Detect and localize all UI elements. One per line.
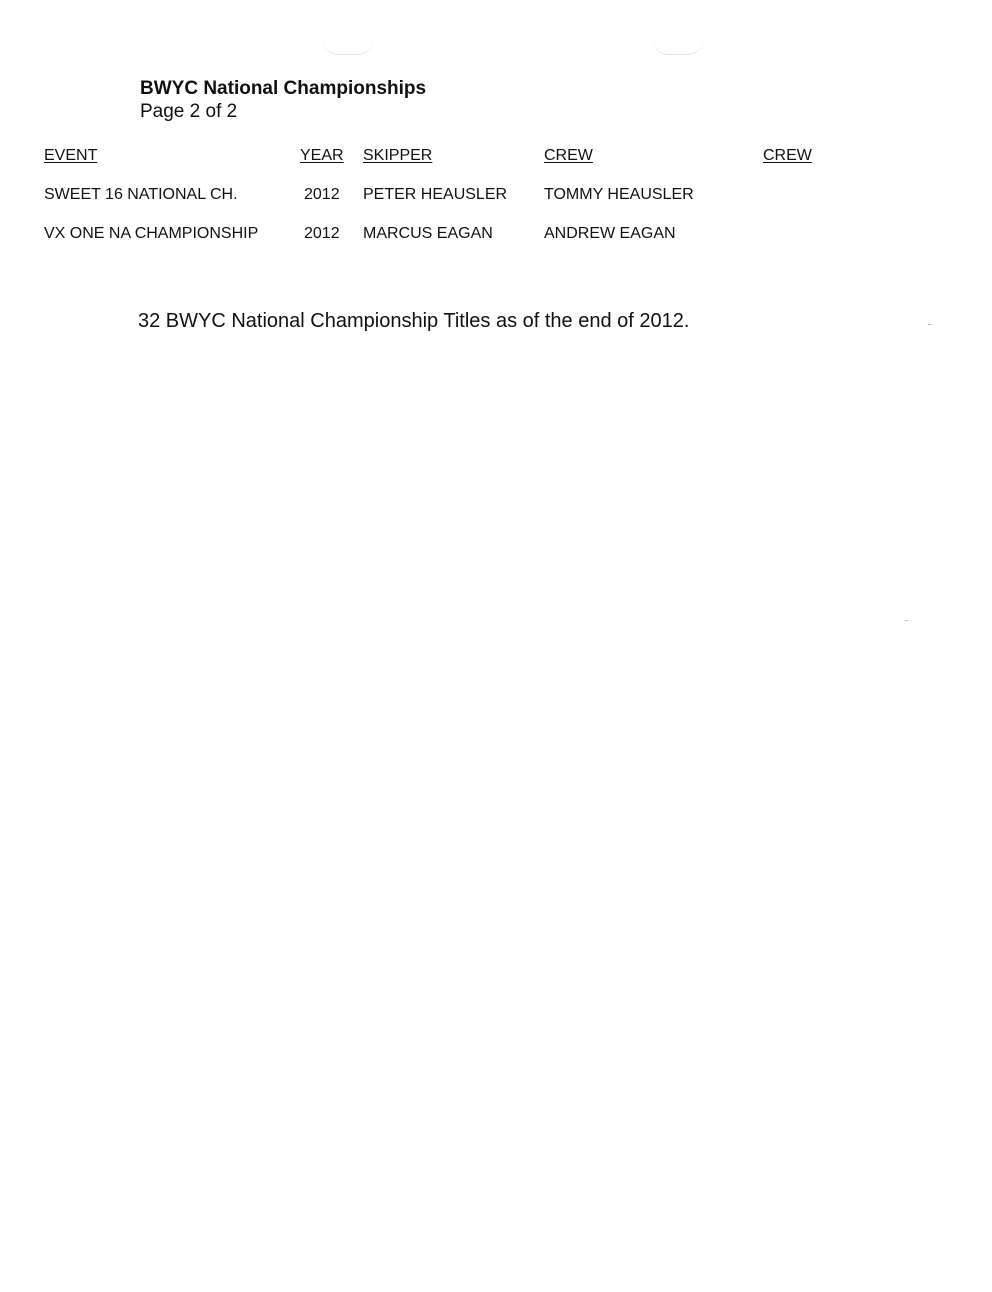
table-cell-event: SWEET 16 NATIONAL CH. <box>44 186 238 203</box>
header-crew-2: CREW <box>763 147 812 164</box>
table-cell-crew: ANDREW EAGAN <box>544 225 676 242</box>
scan-speck <box>928 324 931 325</box>
header-skipper: SKIPPER <box>363 147 433 164</box>
table-cell-skipper: PETER HEAUSLER <box>363 186 508 203</box>
hole-punch-mark <box>322 38 374 55</box>
table-cell-crew: TOMMY HEAUSLER <box>544 186 694 203</box>
table-cell-skipper: MARCUS EAGAN <box>363 225 493 242</box>
header-event: EVENT <box>44 147 98 164</box>
scan-speck <box>905 620 908 621</box>
table-cell-event: VX ONE NA CHAMPIONSHIP <box>44 225 259 242</box>
summary-text: 32 BWYC National Championship Titles as of the end of 2012. <box>138 310 690 332</box>
table-cell-year: 2012 <box>304 186 340 203</box>
header-crew: CREW <box>544 147 593 164</box>
header-year: YEAR <box>300 147 344 164</box>
page-number: Page 2 of 2 <box>140 101 238 122</box>
hole-punch-mark <box>652 38 704 55</box>
document-title: BWYC National Championships <box>140 78 427 99</box>
table-cell-year: 2012 <box>304 225 340 242</box>
